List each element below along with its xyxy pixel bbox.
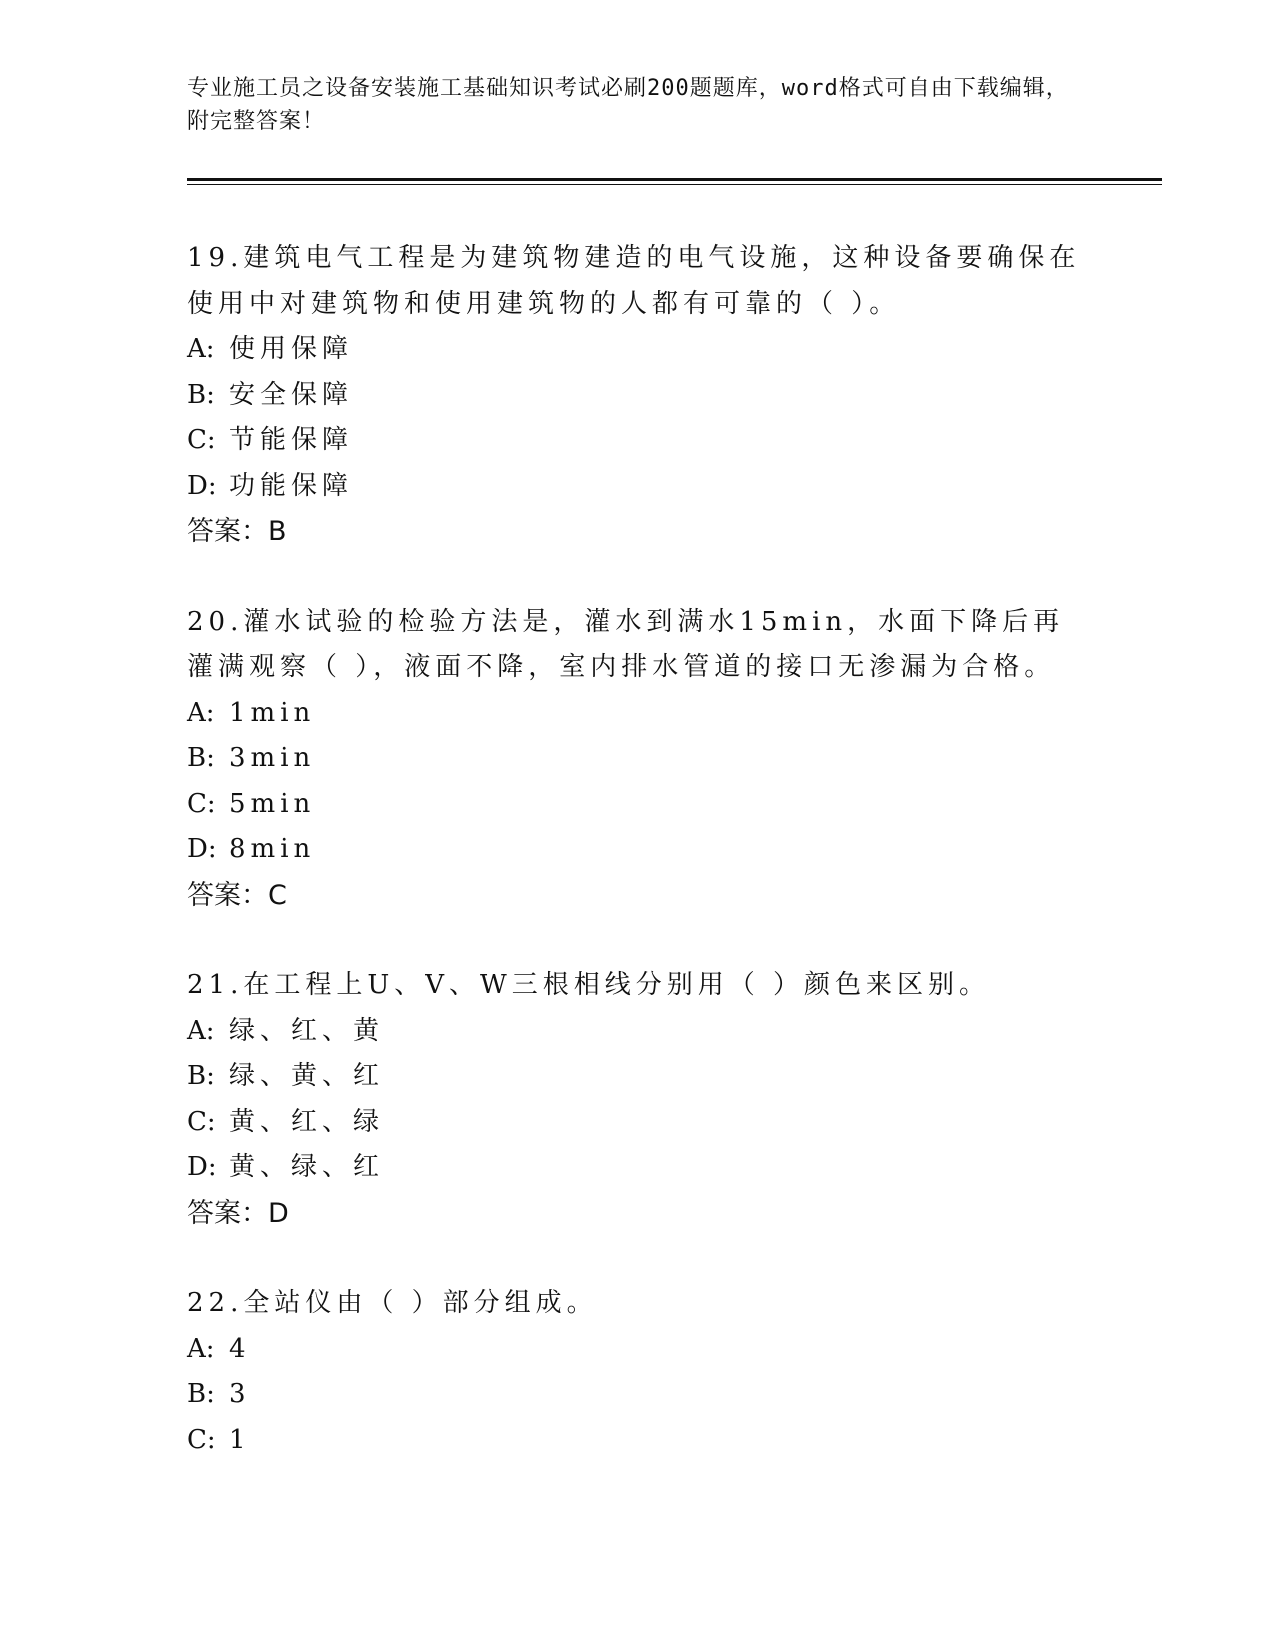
question-stem: 20.灌水试验的检验方法是，灌水到满水15min，水面下降后再灌满观察（ ），液面不降，室内排水管道的接口无渗漏为合格。: [187, 606, 1065, 682]
option-letter: B:: [187, 1061, 215, 1091]
option-letter: B:: [187, 379, 215, 410]
option-letter: C:: [187, 788, 216, 819]
question-22: [187, 1281, 1087, 1463]
option-text: 3: [229, 1379, 251, 1409]
option-text: 1min: [229, 697, 316, 728]
option-c: [187, 1100, 1087, 1146]
header-rule-thick: [187, 178, 1162, 181]
answer-label: 答案：C: [187, 879, 287, 911]
option-letter: A:: [187, 697, 215, 728]
option-d: [187, 464, 1087, 510]
option-letter: A:: [187, 334, 215, 364]
question-20: [187, 600, 1087, 919]
header-rule-thin: [187, 184, 1162, 185]
answer-label: 答案：D: [187, 1197, 289, 1229]
option-text: 使用保障: [229, 334, 354, 364]
option-text: 黄、绿、红: [229, 1152, 385, 1182]
option-text: 3min: [229, 743, 316, 773]
question-list: [187, 236, 1087, 1508]
option-text: 1: [229, 1424, 251, 1455]
option-letter: A:: [187, 1333, 215, 1364]
option-letter: D:: [187, 470, 217, 501]
option-b: [187, 1054, 1087, 1100]
option-c: [187, 418, 1087, 464]
option-text: 安全保障: [229, 379, 354, 410]
option-text: 4: [229, 1333, 251, 1364]
option-c: [187, 782, 1087, 828]
option-text: 5min: [229, 788, 316, 819]
option-letter: D:: [187, 1152, 217, 1182]
answer-label: 答案：B: [187, 516, 287, 547]
option-b: [187, 373, 1087, 419]
option-b: [187, 736, 1087, 782]
option-a: [187, 691, 1087, 737]
option-letter: B:: [187, 743, 215, 773]
option-letter: B:: [187, 1379, 215, 1409]
option-text: 黄、红、绿: [229, 1106, 385, 1137]
option-text: 节能保障: [229, 425, 354, 455]
question-stem: 21.在工程上U、V、W三根相线分别用（ ）颜色来区别。: [187, 970, 991, 1000]
question-21: [187, 963, 1087, 1236]
option-letter: C:: [187, 425, 216, 455]
option-d: [187, 827, 1087, 873]
document-header: 专业施工员之设备安装施工基础知识考试必刷200题题库，word格式可自由下载编辑，附完整答案！: [187, 76, 1069, 134]
option-letter: D:: [187, 834, 217, 864]
option-text: 绿、红、黄: [229, 1015, 385, 1046]
question-stem: 19.建筑电气工程是为建筑物建造的电气设施，这种设备要确保在使用中对建筑物和使用建筑物的人都有可靠的（ ）。: [187, 243, 1081, 319]
option-letter: A:: [187, 1015, 215, 1046]
option-text: 功能保障: [229, 470, 354, 501]
option-letter: C:: [187, 1106, 216, 1137]
option-text: 8min: [229, 834, 316, 864]
option-d: [187, 1145, 1087, 1191]
option-text: 绿、黄、红: [229, 1061, 385, 1091]
option-b: [187, 1372, 1087, 1418]
option-letter: C:: [187, 1424, 216, 1455]
question-stem: 22.全站仪由（ ）部分组成。: [187, 1288, 598, 1318]
option-a: [187, 1009, 1087, 1055]
option-a: [187, 327, 1087, 373]
option-a: [187, 1327, 1087, 1373]
question-19: [187, 236, 1087, 555]
option-c: [187, 1418, 1087, 1464]
